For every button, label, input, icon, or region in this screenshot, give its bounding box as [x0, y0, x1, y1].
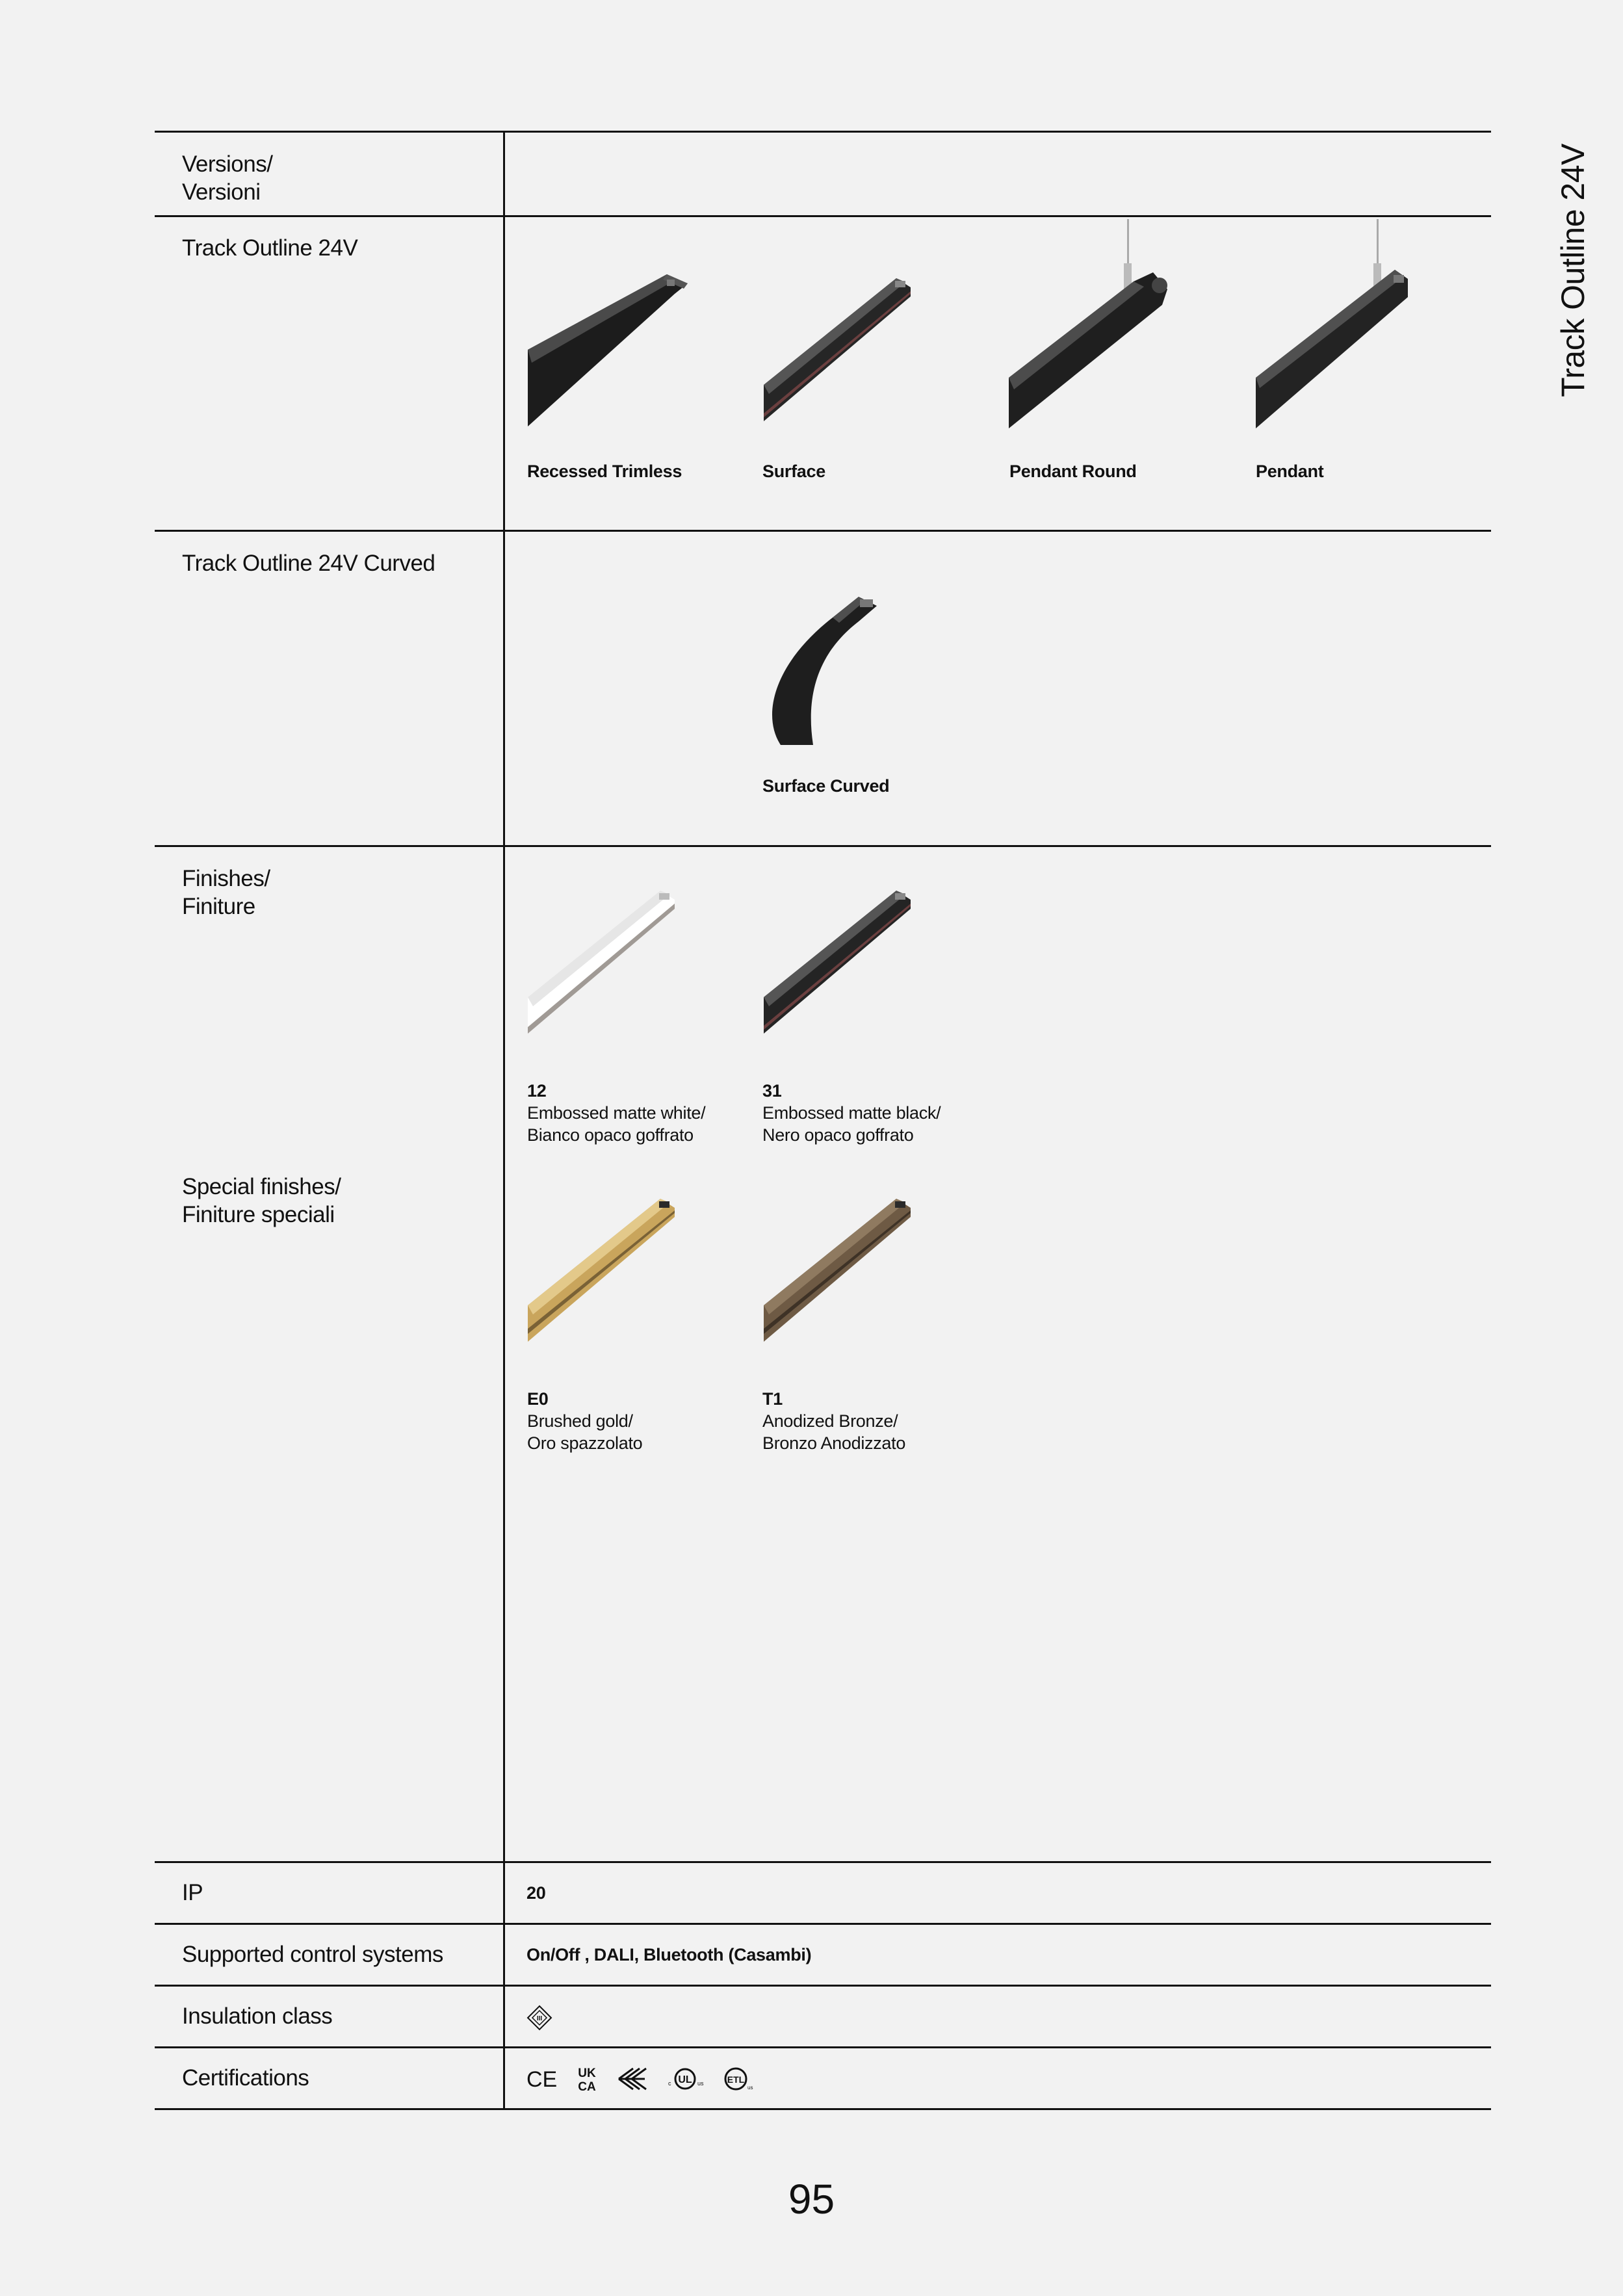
row-divider — [155, 1985, 1491, 1987]
finishes-label — [182, 865, 270, 920]
control-systems-value: On/Off , DALI, Bluetooth (Casambi) — [526, 1945, 812, 1964]
pendant-track-image — [1253, 216, 1422, 431]
track-caption-1: Recessed Trimless — [527, 462, 682, 481]
certifications-label: Certifications — [182, 2065, 309, 2091]
etl-mark-icon — [720, 2066, 757, 2092]
ukca-mark-icon — [573, 2065, 601, 2093]
recessed-trimless-track-image — [525, 272, 694, 428]
ul-mark-text: UL — [678, 2074, 692, 2085]
finish-black-image — [761, 888, 917, 1037]
finishes-label-en: Finishes/ — [182, 866, 270, 891]
eac-mark-icon — [615, 2066, 650, 2092]
ukca-mark-text-bottom: CA — [578, 2080, 596, 2093]
ce-mark-text: CE — [526, 2068, 558, 2090]
row-divider — [155, 1861, 1491, 1863]
side-title — [1553, 134, 1592, 407]
track-outline-label: Track Outline 24V — [182, 235, 358, 261]
insulation-class-label: Insulation class — [182, 2003, 333, 2029]
finish-E0-en: Brushed gold/ — [527, 1411, 633, 1431]
insulation-class-value: III — [536, 2015, 543, 2022]
special-finishes-label-it: Finiture speciali — [182, 1202, 335, 1227]
curved-caption: Surface Curved — [762, 776, 890, 796]
ce-mark-icon — [526, 2068, 559, 2090]
table-top-rule — [155, 131, 1491, 133]
special-finishes-label — [182, 1173, 341, 1229]
finish-E0-it: Oro spazzolato — [527, 1433, 643, 1453]
finishes-label-it: Finiture — [182, 894, 255, 919]
finish-white-image — [525, 888, 681, 1037]
finish-gold-image — [525, 1196, 681, 1346]
etl-mark-text: ETL — [727, 2074, 745, 2085]
finish-12-it: Bianco opaco goffrato — [527, 1125, 694, 1145]
side-title-text: Track Outline 24V — [1555, 144, 1591, 397]
insulation-class-iii-icon — [526, 2005, 552, 2031]
certification-marks — [526, 2063, 757, 2094]
surface-track-image — [761, 276, 917, 425]
row-divider — [155, 530, 1491, 532]
finish-12-en: Embossed matte white/ — [527, 1103, 706, 1123]
finish-bronze-image — [761, 1196, 917, 1346]
ip-label: IP — [182, 1880, 203, 1905]
finish-31-it: Nero opaco goffrato — [762, 1125, 914, 1145]
table-bottom-rule — [155, 2108, 1491, 2110]
svg-text:c: c — [668, 2080, 671, 2087]
finish-T1-caption — [762, 1388, 905, 1454]
versions-label-it: Versioni — [182, 179, 261, 205]
finish-31-en: Embossed matte black/ — [762, 1103, 941, 1123]
versions-label-en: Versions/ — [182, 151, 273, 177]
track-caption-3: Pendant Round — [1009, 462, 1137, 481]
column-divider — [503, 131, 505, 2109]
cul-us-mark-icon — [664, 2066, 706, 2092]
versions-label — [182, 150, 272, 206]
pendant-round-track-image — [1006, 216, 1175, 431]
surface-curved-track-image — [761, 592, 885, 748]
row-divider — [155, 2046, 1491, 2048]
ip-value: 20 — [526, 1883, 546, 1903]
finish-E0-code: E0 — [527, 1389, 549, 1409]
finish-T1-code: T1 — [762, 1389, 783, 1409]
finish-12-caption — [527, 1080, 705, 1146]
track-curved-label: Track Outline 24V Curved — [182, 551, 435, 576]
finish-T1-en: Anodized Bronze/ — [762, 1411, 898, 1431]
row-divider — [155, 845, 1491, 847]
row-divider — [155, 1923, 1491, 1925]
control-systems-label: Supported control systems — [182, 1942, 443, 1967]
finish-T1-it: Bronzo Anodizzato — [762, 1433, 906, 1453]
svg-text:us: us — [747, 2085, 753, 2091]
page-number: 95 — [788, 2176, 835, 2223]
track-caption-2: Surface — [762, 462, 825, 481]
finish-E0-caption — [527, 1388, 642, 1454]
finish-12-code: 12 — [527, 1081, 547, 1101]
ukca-mark-text-top: UK — [578, 2067, 596, 2080]
special-finishes-label-en: Special finishes/ — [182, 1174, 341, 1199]
svg-text:us: us — [697, 2080, 704, 2087]
finish-31-code: 31 — [762, 1081, 782, 1101]
finish-31-caption — [762, 1080, 941, 1146]
track-caption-4: Pendant — [1256, 462, 1324, 481]
